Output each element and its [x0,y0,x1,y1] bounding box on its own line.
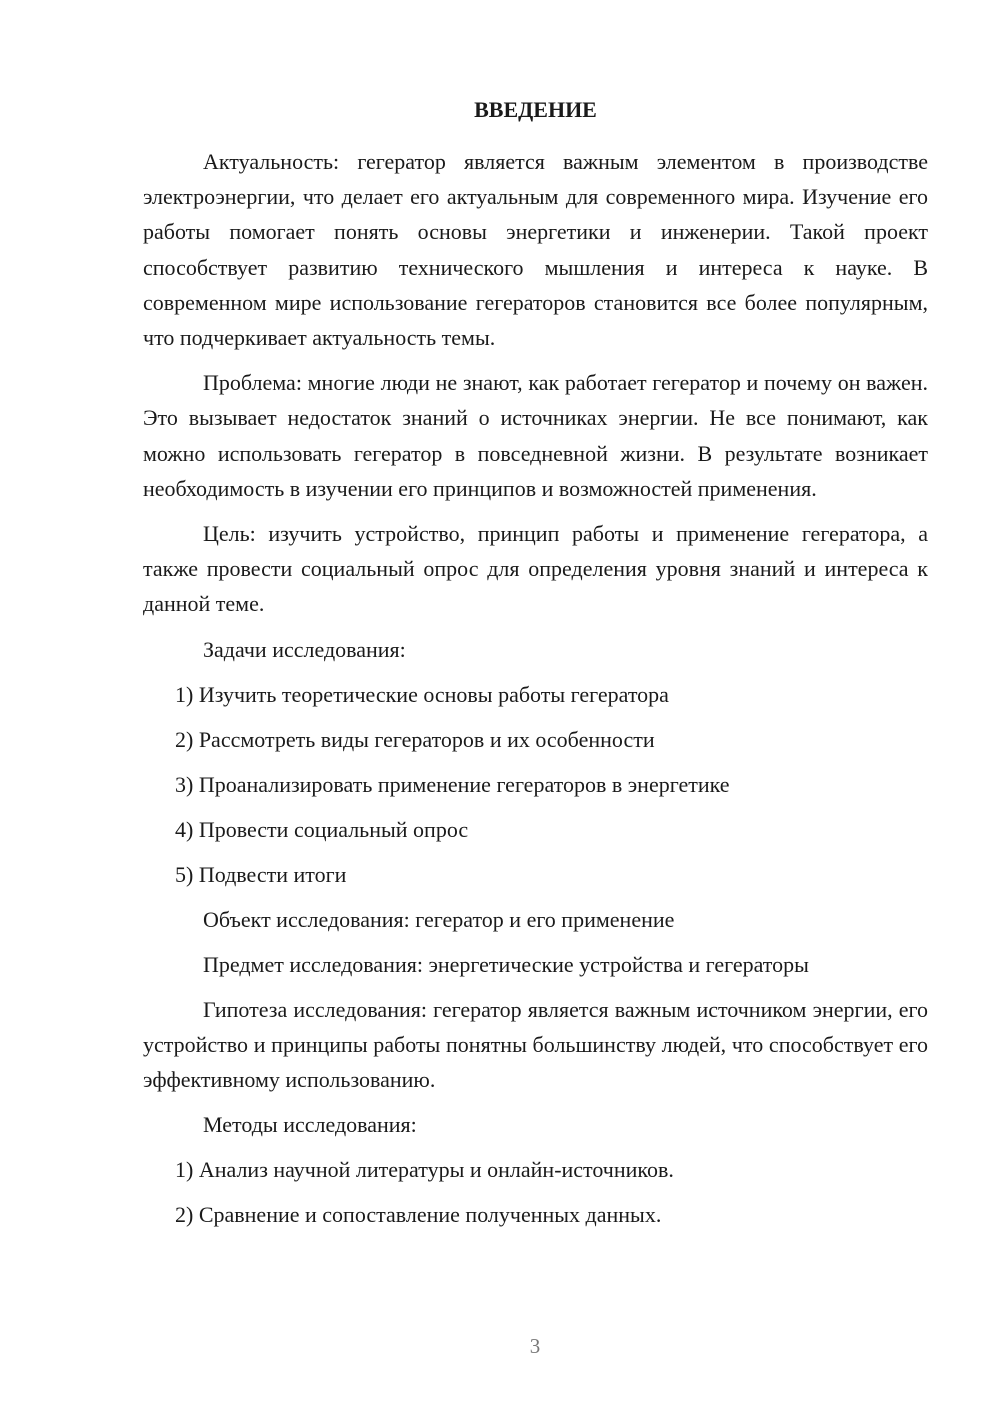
problem-paragraph: Проблема: многие люди не знают, как работает гегератор и почему он важен. Это вызывает недостаток знаний о источниках энергии. Не все понимают, как можно использовать гегератор в повседневной жизни. В результате возникает необходимость в изучении его принципов и возможностей применения. [143,370,928,501]
hypothesis-paragraph: Гипотеза исследования: гегератор является важным источником энергии, его устройство и принципы работы понятны большинству людей, что способствует его эффективному использованию. [143,996,928,1093]
tasks-heading: Задачи исследования: [203,636,406,662]
subject-line: Предмет исследования: энергетические устройства и гегераторы [203,951,809,977]
goal-paragraph: Цель: изучить устройство, принцип работы и применение гегератора, а также провести социальный опрос для определения уровня знаний и интереса к данной теме. [143,521,928,617]
list-item: 1) Анализ научной литературы и онлайн-источников. [175,1157,674,1183]
relevance-paragraph: Актуальность: гегератор является важным элементом в производстве электроэнергии, что делает его актуальным для современного мира. Изучение его работы помогает понять основы энергетики и инженерии. Такой проект способствует развитию технического мышления и интереса к науке. В современном мире использование гегераторов становится все более популярным, что подчеркивает актуальность темы. [143,149,928,351]
list-item: 5) Подвести итоги [175,861,347,887]
page-number: 3 [529,1334,541,1358]
document-page [143,92,928,1242]
list-item: 4) Провести социальный опрос [175,816,469,842]
methods-list [143,1152,928,1232]
list-item: 2) Рассмотреть виды гегераторов и их особенности [175,726,655,752]
list-item: 3) Проанализировать применение гегераторов в энергетике [175,771,730,797]
object-line: Объект исследования: гегератор и его применение [203,906,675,932]
page-title: ВВЕДЕНИЕ [474,97,597,122]
list-item: 2) Сравнение и сопоставление полученных данных. [175,1202,662,1228]
list-item: 1) Изучить теоретические основы работы гегератора [175,681,669,707]
tasks-list [143,677,928,892]
methods-heading: Методы исследования: [203,1112,417,1138]
